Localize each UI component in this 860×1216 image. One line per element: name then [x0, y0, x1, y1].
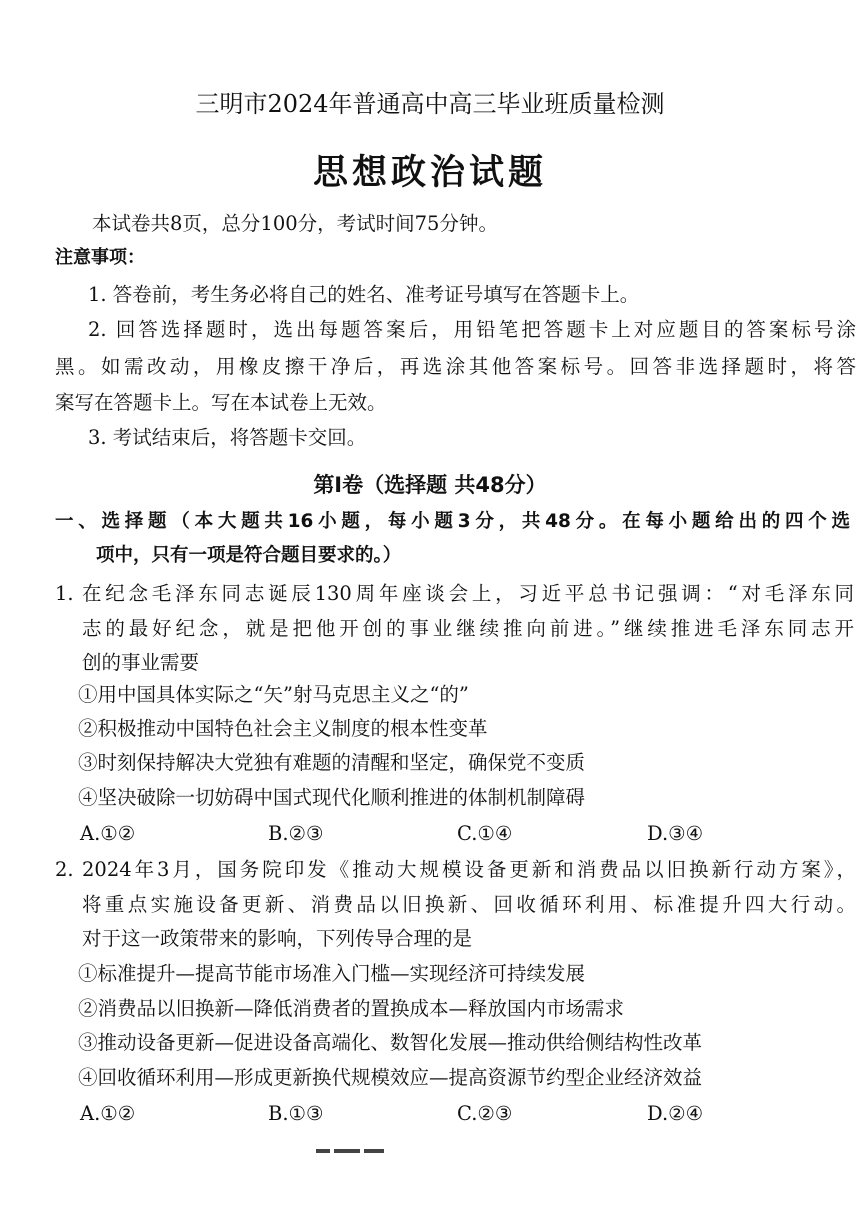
- exam-info: 本试卷共8页，总分100分，考试时间75分钟。: [92, 212, 498, 235]
- notice-item-2-line1: 2. 回答选择题时，选出每题答案后，用铅笔把答题卡上对应题目的答案标号涂: [88, 318, 856, 341]
- section-instruction-line2: 项中，只有一项是符合题目要求的。）: [96, 545, 402, 566]
- section-title: 第Ⅰ卷（选择题 共48分）: [313, 473, 547, 497]
- question-2-option-d: D.②④: [647, 1102, 704, 1125]
- exam-title: 三明市2024年普通高中高三毕业班质量检测: [195, 90, 665, 118]
- question-1-option-c: C.①④: [457, 822, 513, 845]
- question-2-statement-4: ④回收循环利用—形成更新换代规模效应—提高资源节约型企业经济效益: [78, 1066, 703, 1089]
- question-2-statement-2: ②消费品以旧换新—降低消费者的置换成本—释放国内市场需求: [78, 997, 625, 1020]
- question-2-stem-line3: 对于这一政策带来的影响，下列传导合理的是: [82, 927, 473, 950]
- page-footer-mark: [316, 1140, 392, 1146]
- question-1-statement-1: ①用中国具体实际之“矢”射马克思主义之“的”: [78, 683, 469, 706]
- notice-item-3: 3. 考试结束后，将答题卡交回。: [88, 426, 367, 449]
- question-1-stem-line1: 在纪念毛泽东同志诞辰130周年座谈会上，习近平总书记强调：“对毛泽东同: [82, 582, 854, 605]
- question-2-stem-line2: 将重点实施设备更新、消费品以旧换新、回收循环利用、标准提升四大行动。: [82, 893, 856, 916]
- question-1-option-a: A.①②: [80, 822, 136, 845]
- question-1-number: 1.: [55, 582, 74, 605]
- question-1-statement-4: ④坚决破除一切妨碍中国式现代化顺利推进的体制机制障碍: [78, 786, 586, 809]
- notice-item-1: 1. 答卷前，考生务必将自己的姓名、准考证号填写在答题卡上。: [88, 283, 640, 306]
- notice-item-2-line3: 案写在答题卡上。写在本试卷上无效。: [55, 391, 387, 414]
- question-1-option-d: D.③④: [647, 822, 704, 845]
- question-1-option-b: B.②③: [268, 822, 324, 845]
- section-instruction-line1: 一、选择题（本大题共16小题，每小题3分，共48分。在每小题给出的四个选: [55, 511, 850, 532]
- question-1-stem-line3: 创的事业需要: [82, 651, 200, 674]
- question-2-statement-3: ③推动设备更新—促进设备高端化、数智化发展—推动供给侧结构性改革: [78, 1031, 703, 1054]
- question-2-number: 2.: [55, 858, 74, 881]
- subject-title: 思想政治试题: [312, 153, 547, 193]
- question-2-stem-line1: 2024年3月，国务院印发《推动大规模设备更新和消费品以旧换新行动方案》，: [82, 858, 856, 881]
- question-2-option-b: B.①③: [268, 1102, 324, 1125]
- notice-item-2-line2: 黑。如需改动，用橡皮擦干净后，再选涂其他答案标号。回答非选择题时，将答: [55, 355, 856, 378]
- question-1-statement-3: ③时刻保持解决大党独有难题的清醒和坚定，确保党不变质: [78, 751, 586, 774]
- question-1-statement-2: ②积极推动中国特色社会主义制度的根本性变革: [78, 717, 488, 740]
- notice-heading: 注意事项：: [55, 247, 145, 268]
- question-2-statement-1: ①标准提升—提高节能市场准入门槛—实现经济可持续发展: [78, 962, 586, 985]
- question-1-stem-line2: 志的最好纪念，就是把他开创的事业继续推向前进。”继续推进毛泽东同志开: [82, 617, 854, 640]
- question-2-option-a: A.①②: [80, 1102, 136, 1125]
- question-2-option-c: C.②③: [457, 1102, 513, 1125]
